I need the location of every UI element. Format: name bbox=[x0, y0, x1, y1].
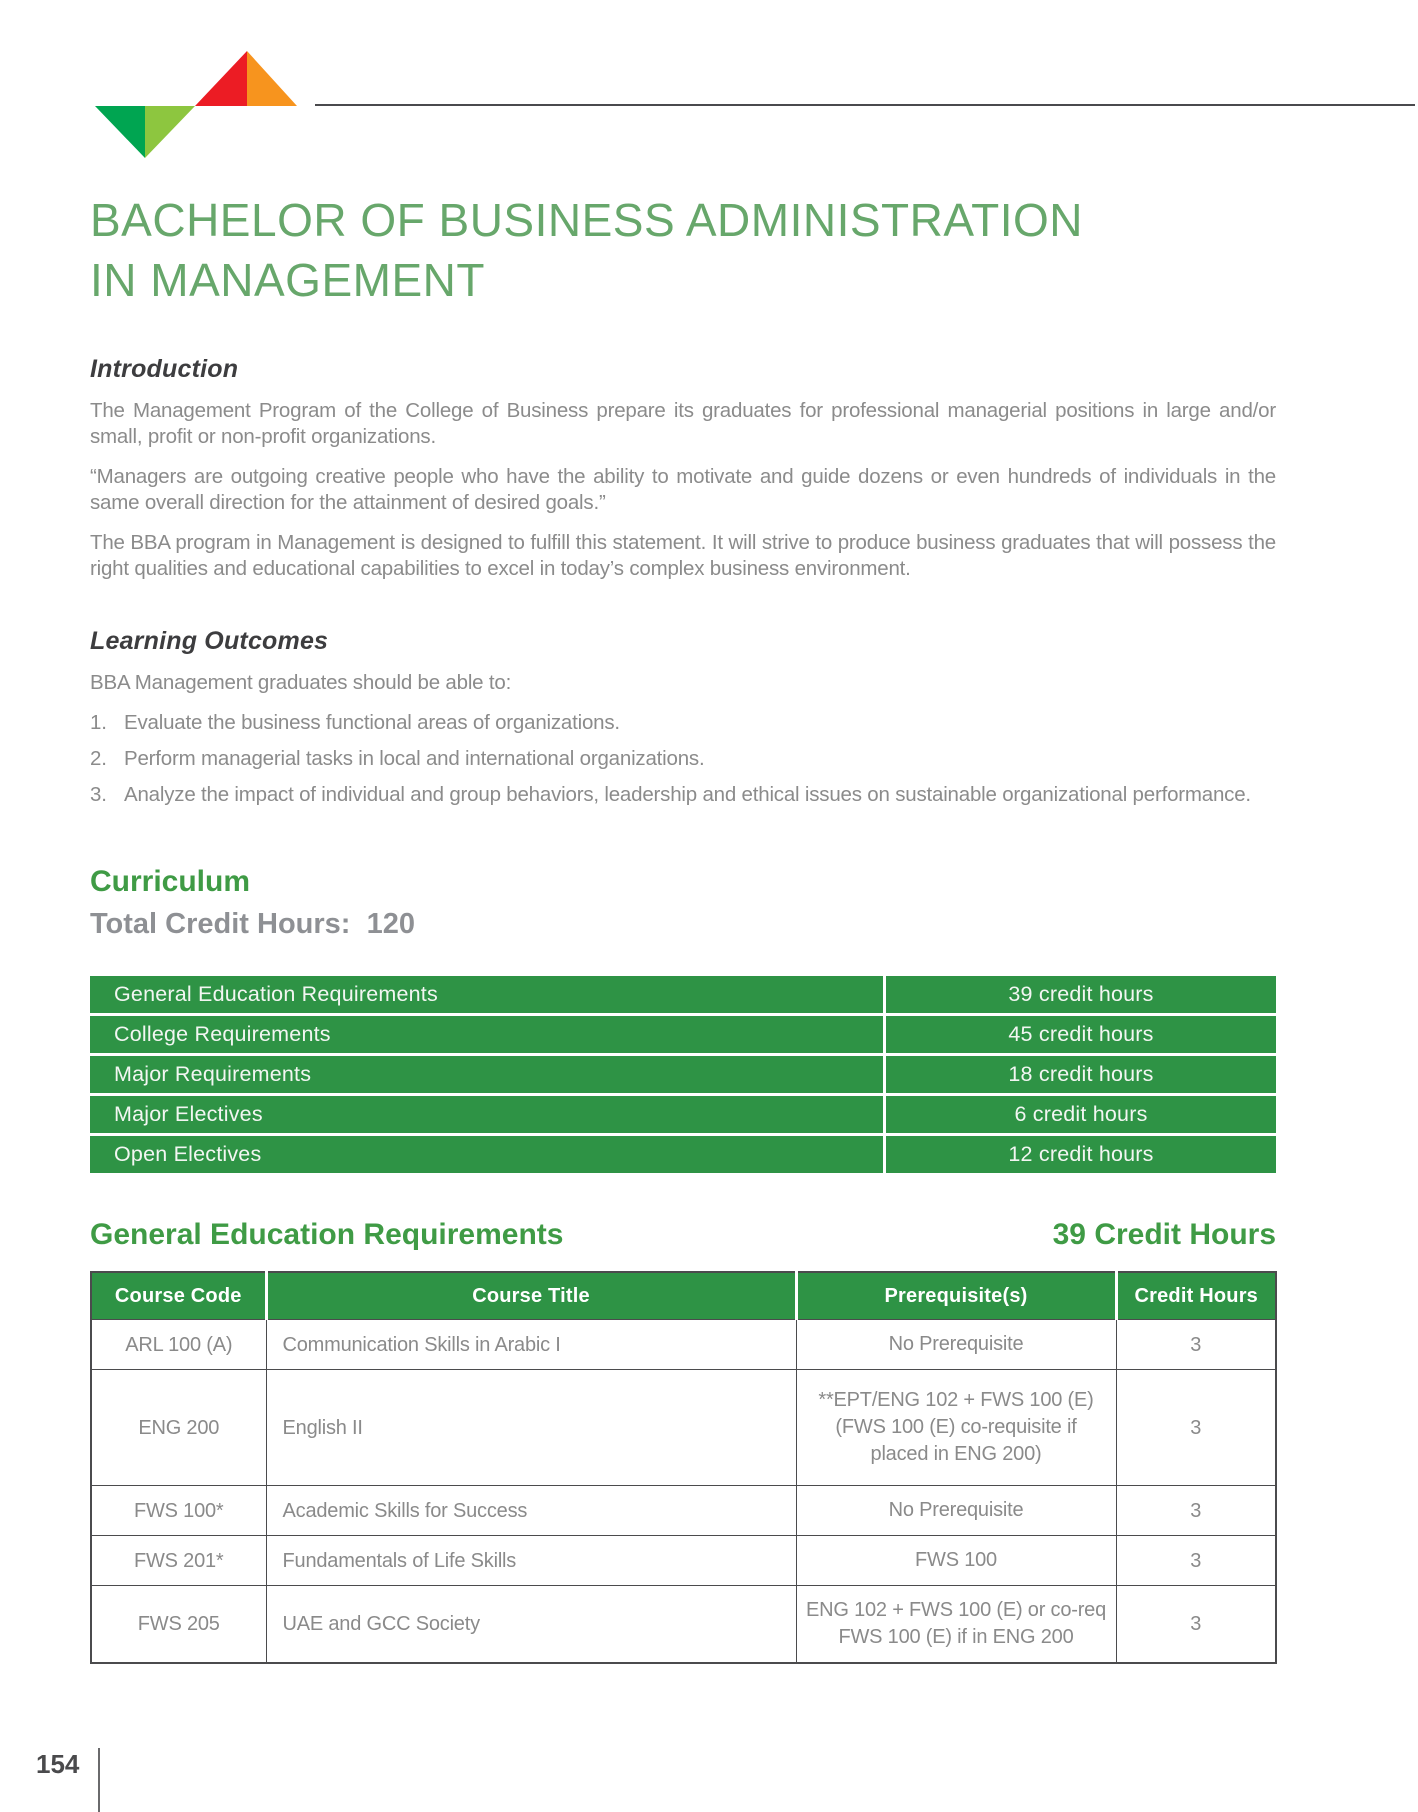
cell-course-title: English II bbox=[266, 1370, 796, 1486]
cell-prerequisite: ENG 102 + FWS 100 (E) or co-req FWS 100 (E) if in ENG 200 bbox=[796, 1586, 1116, 1664]
table-header-row bbox=[91, 1272, 1276, 1320]
summary-label: Major Electives bbox=[90, 1096, 883, 1133]
cell-course-title: Communication Skills in Arabic I bbox=[266, 1320, 796, 1370]
cell-course-code: ARL 100 (A) bbox=[91, 1320, 266, 1370]
curriculum-heading: Curriculum bbox=[90, 865, 251, 898]
introduction-paragraph-2: “Managers are outgoing creative people who have the ability to motivate and guide dozens or even hundreds of individuals in the same overall direction for the attainment of desired goals.” bbox=[90, 465, 1276, 514]
introduction-paragraph-1: The Management Program of the College of Business prepare its graduates for professional managerial positions in large and/or small, profit or non-profit organizations. bbox=[90, 399, 1276, 448]
cell-course-title: Fundamentals of Life Skills bbox=[266, 1536, 796, 1586]
list-item-number: 3. bbox=[90, 783, 107, 806]
list-item bbox=[90, 782, 1276, 808]
cell-credit-hours: 3 bbox=[1116, 1586, 1276, 1664]
curriculum-summary-table bbox=[90, 976, 1276, 1173]
page-title-line1: BACHELOR OF BUSINESS ADMINISTRATION bbox=[90, 194, 1084, 246]
gen-ed-heading-row bbox=[90, 1219, 1276, 1251]
table-row bbox=[91, 1586, 1276, 1664]
list-item-number: 2. bbox=[90, 747, 107, 770]
list-item-number: 1. bbox=[90, 711, 107, 734]
table-row bbox=[90, 1016, 1276, 1053]
total-credit-hours: Total Credit Hours: 120 bbox=[90, 908, 415, 940]
cell-credit-hours: 3 bbox=[1116, 1536, 1276, 1586]
cell-prerequisite: FWS 100 bbox=[796, 1536, 1116, 1586]
list-item bbox=[90, 746, 1276, 772]
list-item-text: Evaluate the business functional areas of organizations. bbox=[124, 711, 620, 734]
summary-value: 45 credit hours bbox=[886, 1016, 1276, 1053]
cell-course-code: FWS 201* bbox=[91, 1536, 266, 1586]
page-title bbox=[90, 190, 1276, 310]
summary-label: Open Electives bbox=[90, 1136, 883, 1173]
column-header-credit-hours: Credit Hours bbox=[1116, 1272, 1276, 1320]
cell-credit-hours: 3 bbox=[1116, 1486, 1276, 1536]
table-row bbox=[91, 1320, 1276, 1370]
table-row bbox=[90, 1056, 1276, 1093]
learning-outcomes-intro: BBA Management graduates should be able to: bbox=[90, 671, 512, 694]
table-row bbox=[91, 1536, 1276, 1586]
introduction-paragraph-3: The BBA program in Management is designed to fulfill this statement. It will strive to produce business graduates that will possess the right qualities and educational capabilities to excel in today’s complex business environment. bbox=[90, 531, 1276, 580]
course-table bbox=[90, 1271, 1277, 1664]
summary-value: 6 credit hours bbox=[886, 1096, 1276, 1133]
table-row bbox=[90, 1096, 1276, 1133]
summary-label: Major Requirements bbox=[90, 1056, 883, 1093]
list-item-text: Analyze the impact of individual and group behaviors, leadership and ethical issues on sustainable organizational performance. bbox=[124, 783, 1251, 806]
introduction-heading: Introduction bbox=[90, 355, 239, 383]
list-item-text: Perform managerial tasks in local and international organizations. bbox=[124, 747, 705, 770]
summary-value: 39 credit hours bbox=[886, 976, 1276, 1013]
summary-value: 18 credit hours bbox=[886, 1056, 1276, 1093]
cell-credit-hours: 3 bbox=[1116, 1320, 1276, 1370]
summary-label: General Education Requirements bbox=[90, 976, 883, 1013]
cell-course-title: UAE and GCC Society bbox=[266, 1586, 796, 1664]
summary-value: 12 credit hours bbox=[886, 1136, 1276, 1173]
cell-credit-hours: 3 bbox=[1116, 1370, 1276, 1486]
table-row bbox=[91, 1486, 1276, 1536]
cell-course-code: FWS 205 bbox=[91, 1586, 266, 1664]
gen-ed-credit-hours: 39 Credit Hours bbox=[1052, 1218, 1276, 1251]
learning-outcomes-list bbox=[90, 710, 1276, 808]
cell-course-code: ENG 200 bbox=[91, 1370, 266, 1486]
page-number: 154 bbox=[36, 1749, 80, 1779]
cell-prerequisite: No Prerequisite bbox=[796, 1486, 1116, 1536]
page-title-line2: IN MANAGEMENT bbox=[90, 254, 485, 306]
table-row bbox=[90, 1136, 1276, 1173]
cell-prerequisite: No Prerequisite bbox=[796, 1320, 1116, 1370]
page-number-divider bbox=[98, 1748, 100, 1812]
page-content bbox=[90, 0, 1276, 1664]
summary-label: College Requirements bbox=[90, 1016, 883, 1053]
list-item bbox=[90, 710, 1276, 736]
column-header-course-code: Course Code bbox=[91, 1272, 266, 1320]
column-header-prerequisites: Prerequisite(s) bbox=[796, 1272, 1116, 1320]
gen-ed-heading: General Education Requirements bbox=[90, 1218, 564, 1251]
cell-course-code: FWS 100* bbox=[91, 1486, 266, 1536]
cell-prerequisite: **EPT/ENG 102 + FWS 100 (E) (FWS 100 (E) co-requisite if placed in ENG 200) bbox=[796, 1370, 1116, 1486]
table-row bbox=[90, 976, 1276, 1013]
learning-outcomes-heading: Learning Outcomes bbox=[90, 627, 329, 655]
column-header-course-title: Course Title bbox=[266, 1272, 796, 1320]
cell-course-title: Academic Skills for Success bbox=[266, 1486, 796, 1536]
table-row bbox=[91, 1370, 1276, 1486]
